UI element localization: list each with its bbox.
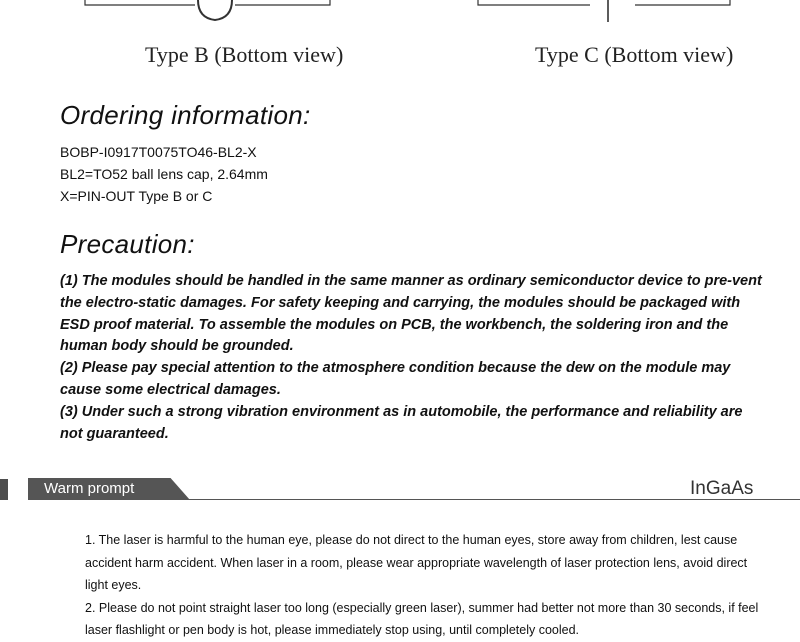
ordering-heading: Ordering information: [60, 100, 311, 130]
banner-left-marker [0, 479, 8, 500]
precaution-item-2: (2) Please pay special attention to the atmosphere condition because the dew on the module may cause some electrical damages. [60, 360, 731, 398]
precaution-item-3: (3) Under such a strong vibration environment as in automobile, the performance and reliability are not guaranteed. [60, 403, 743, 442]
type-b-caption: Type B (Bottom view) [145, 42, 344, 67]
pinout-diagram-fragment [0, 0, 800, 30]
ordering-line-lens-cap: BL2=TO52 ball lens cap, 2.64mm [60, 166, 268, 182]
precaution-text [60, 271, 765, 445]
warm-prompt-item-1: 1. The laser is harmful to the human eye, please do not direct to the human eyes, store away from children, lest cause accident harm accident. When laser in a room, please wear appropriate wavelength of laser protection lens, avoid direct light eyes. [85, 533, 748, 593]
banner-tab-label: Warm prompt [44, 480, 135, 497]
precaution-heading: Precaution: [60, 229, 195, 259]
type-c-caption: Type C (Bottom view) [535, 42, 734, 67]
precaution-item-1: (1) The modules should be handled in the same manner as ordinary semiconductor device to pre-vent the electro-static damages. For safety keeping and carrying, the modules should be packaged with ESD proof material. To assemble the modules on PCB, the workbench, the soldering iron and the human body should be grounded. [60, 273, 762, 355]
ordering-lines [60, 141, 268, 207]
ordering-line-pinout: X=PIN-OUT Type B or C [60, 188, 213, 204]
ordering-line-part-number: BOBP-I0917T0075TO46-BL2-X [60, 144, 257, 160]
warm-prompt-item-2: 2. Please do not point straight laser too long (especially green laser), summer had better not more than 30 seconds, if feel laser flashlight or pen body is hot, please immediately stop using, until completely cooled. [85, 600, 759, 638]
warm-prompt-text [85, 529, 765, 642]
banner-right-label: InGaAs [690, 478, 754, 499]
